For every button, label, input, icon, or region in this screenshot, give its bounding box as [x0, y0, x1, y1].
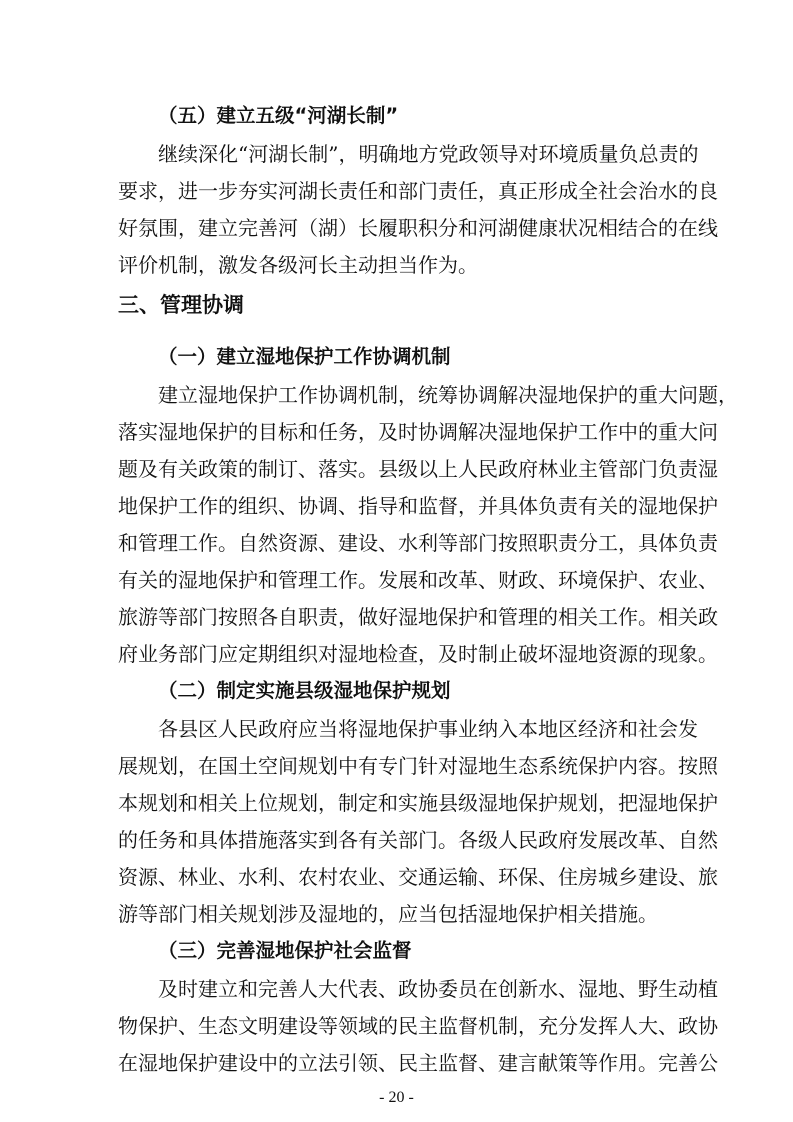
paragraph-line: 物保护、生态文明建设等领域的民主监督机制，充分发挥人大、政协 — [118, 1014, 718, 1038]
paragraph-line: 要求，进一步夯实河湖长责任和部门责任，真正形成全社会治水的良 — [118, 179, 718, 203]
paragraph-line: 继续深化“河湖长制”，明确地方党政领导对环境质量负总责的 — [158, 142, 699, 166]
paragraph-line: 有关的湿地保护和管理工作。发展和改革、财政、环境保护、农业、 — [118, 568, 718, 592]
paragraph-line: 建立湿地保护工作协调机制，统筹协调解决湿地保护的重大问题， — [158, 383, 738, 407]
paragraph-line: 评价机制，激发各级河长主动担当作为。 — [118, 253, 478, 277]
page-number: - 20 - — [379, 1089, 414, 1106]
paragraph-line: 落实湿地保护的目标和任务，及时协调解决湿地保护工作中的重大问 — [118, 420, 718, 444]
paragraph-line: 游等部门相关规划涉及湿地的，应当包括湿地保护相关措施。 — [118, 902, 658, 926]
paragraph-line: 及时建立和完善人大代表、政协委员在创新水、湿地、野生动植 — [158, 977, 718, 1001]
paragraph-line: 各县区人民政府应当将湿地保护事业纳入本地区经济和社会发 — [158, 717, 698, 741]
section-heading-planning: （二）制定实施县级湿地保护规划 — [158, 679, 451, 702]
paragraph-line: 府业务部门应定期组织对湿地检查，及时制止破坏湿地资源的现象。 — [118, 642, 718, 666]
chapter-heading: 三、管理协调 — [118, 293, 244, 317]
paragraph-line: 旅游等部门按照各自职责，做好湿地保护和管理的相关工作。相关政 — [118, 605, 718, 629]
paragraph-line: 和管理工作。自然资源、建设、水利等部门按照职责分工，具体负责 — [118, 531, 718, 555]
paragraph-line: 好氛围，建立完善河（湖）长履职积分和河湖健康状况相结合的在线 — [118, 216, 718, 240]
section-heading-supervision: （三）完善湿地保护社会监督 — [158, 939, 412, 962]
section-heading-river-chief: （五）建立五级“河湖长制” — [158, 104, 399, 127]
paragraph-line: 展规划，在国土空间规划中有专门针对湿地生态系统保护内容。按照 — [118, 754, 718, 778]
paragraph-line: 本规划和相关上位规划，制定和实施县级湿地保护规划，把湿地保护 — [118, 791, 718, 815]
paragraph-line: 地保护工作的组织、协调、指导和监督，并具体负责有关的湿地保护 — [118, 494, 718, 518]
paragraph-line: 在湿地保护建设中的立法引领、民主监督、建言献策等作用。完善公 — [118, 1051, 718, 1075]
paragraph-line: 资源、林业、水利、农村农业、交通运输、环保、住房城乡建设、旅 — [118, 865, 718, 889]
paragraph-line: 题及有关政策的制订、落实。县级以上人民政府林业主管部门负责湿 — [118, 457, 718, 481]
section-heading-coordination: （一）建立湿地保护工作协调机制 — [158, 345, 451, 368]
paragraph-line: 的任务和具体措施落实到各有关部门。各级人民政府发展改革、自然 — [118, 828, 718, 852]
